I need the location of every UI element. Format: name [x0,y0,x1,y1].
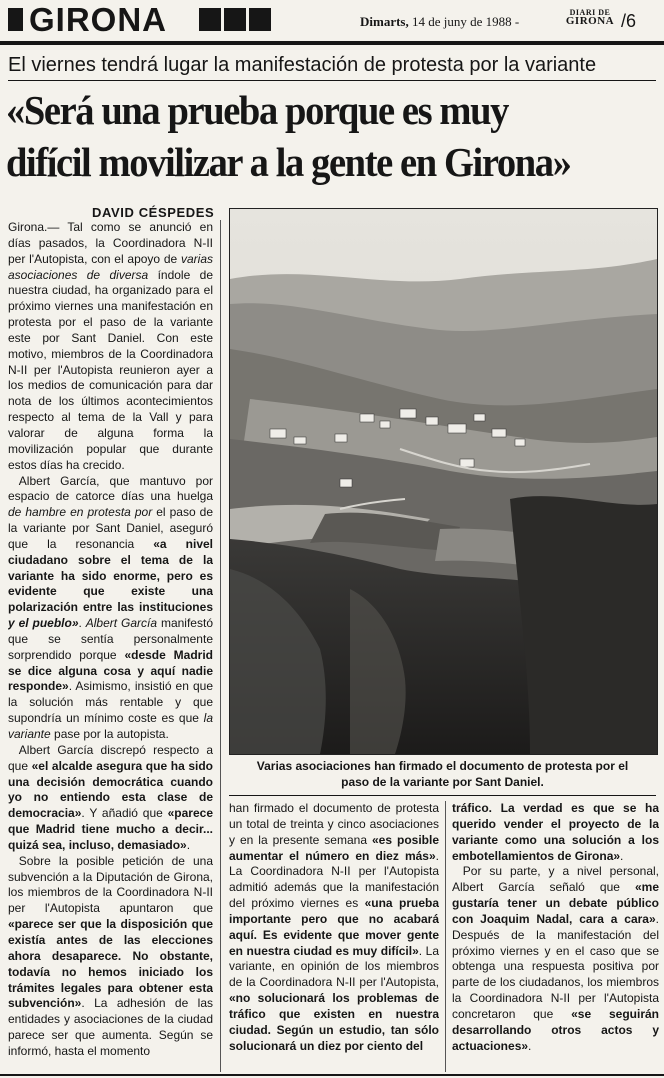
section-square [8,8,23,31]
headline-line-2: difícil movilizar a la gente en Girona» [6,139,571,185]
footer-rule [0,1074,664,1076]
date-day: Dimarts, [360,14,409,29]
newspaper-logo [565,8,615,26]
headline-line-1: «Será una prueba porque es muy [6,87,508,133]
logo-bottom: GIRONA [565,15,615,27]
dateline [360,14,519,30]
page-header [0,0,664,42]
photo-caption [229,758,656,790]
caption-line-1: Varias asociaciones han firmado el documento de protesta por el [256,759,629,773]
kicker-rule [8,80,656,81]
section-blocks [199,8,274,36]
column-3: tráfico. La verdad es que se ha querido vender el proyecto de la variante como una solución a los embotellamientos de Girona». Por su parte, y a nivel personal, Albert García señaló que «me gustaría tener un debate público con Joaquim Nadal, cara a cara». Después de la manifestación del próximo viernes y en el caso que se obtenga una respuesta positiva por parte de los ciudadanos, los miembros la Coordinadora N-II per l'Autopista concretaron que «se seguirán desarrollando otros actos y actuaciones». [452,801,659,1053]
kicker: El viernes tendrá lugar la manifestación de protesta por la variante [8,54,597,76]
valley-photograph [229,208,658,755]
byline: DAVID CÉSPEDES [92,205,215,220]
page-number: /6 [621,11,637,31]
column-divider-2 [445,801,446,1072]
date-text: 14 de juny de 1988 - [412,14,520,29]
caption-rule [229,795,656,796]
column-1: Girona.— Tal como se anunció en días pasados, la Coordinadora N-II per l'Autopista, con el apoyo de varias asociaciones de diversa índole de nuestra ciudad, ha organizado para el próximo viernes una manifestación en protesta por el paso de la variante este por Sant Daniel. Con este motivo, miembros de la Coordinadora N-II per l'Autopista reunieron ayer a los medios de comunicación para dar nota de los últimos acontecimientos respecto al tema de la Vall y para valorar de alguna forma la movilización popular que durante estos días ha crecido. Albert García, que mantuvo por espacio de catorce días una huelga de hambre en protesta por el paso de la variante por Sant Daniel, aseguró que la resonancia «a nivel ciudadano sobre el tema de la variante ha sido enorme, pero es evidente que existe una polarización entre las instituciones y el pueblo». Albert García manifestó que se sentía personalmente sorprendido porque «desde Madrid se dice alguna cosa y aquí nadie responde». Asimismo, insistió en que la solución más rentable y que supondría un mínimo coste es que la variante pase por la autopista. Albert García discrepó respecto a que «el alcalde asegura que ha sido una decisión democrática cuando yo no entiendo esta clase de democracia». Y añadió que «parece que Madrid tiene mucho a decir... quizá sea, incluso, demasiado». Sobre la posible petición de una subvención a la Diputación de Girona, los miembros de la Coordinadora N-II per l'Autopista apuntaron que «parece ser que la disposición que existía antes de las elecciones ahora desaparece. No obstante, todavía no hemos iniciado los trámites legales para obtener esta subvención». La adhesión de las entidades y asociaciones de la ciudad parece ser que aumenta. Según se informó, hasta el momento [8,220,213,1058]
caption-line-2: paso de la variante por Sant Daniel. [341,775,544,789]
section-name: GIRONA [29,1,167,38]
header-rule [0,41,664,45]
column-divider-1 [220,220,221,1072]
headline [6,84,626,188]
column-2: han firmado el documento de protesta un total de treinta y cinco asociaciones y en la presente semana «es posible aumentar el número en diez más». La Coordinadora N-II per l'Autopista admitió además que la manifestación del próximo viernes es «una prueba importante pero que no acabará aquí. Es evidente que mover gente en nuestra ciudad es muy difícil». La variante, en opinión de los miembros de la Coordinadora N-II per l'Autopista, «no solucionará los problemas de tráfico que existen en nuestra ciudad. Según un estudio, tan sólo solucionará un diez por ciento del [229,801,439,1053]
logo-top: DIARI DE [569,8,611,17]
